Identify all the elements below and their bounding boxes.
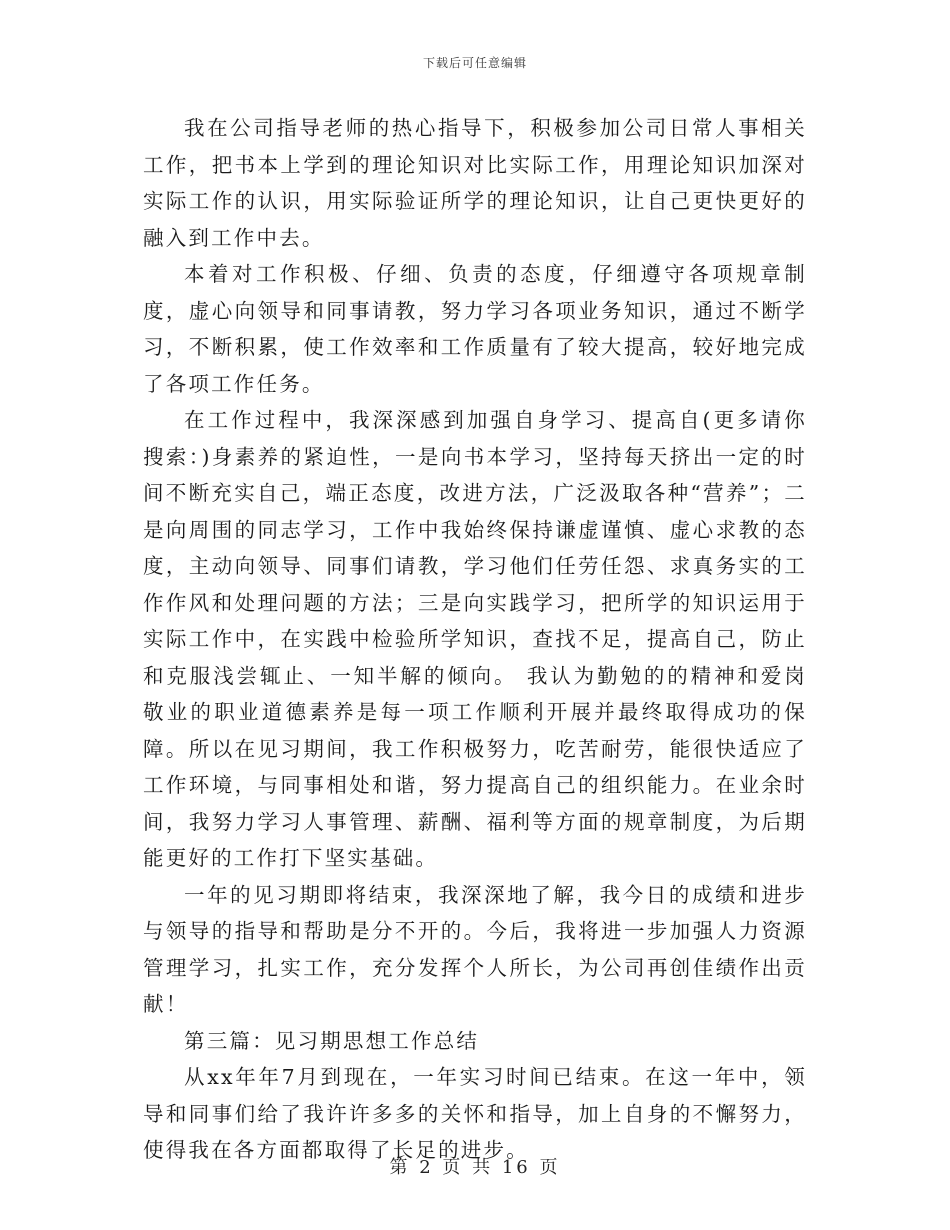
document-body <box>143 110 807 1169</box>
paragraph-5: 从xx年年7月到现在，一年实习时间已结束。在这一年中，领导和同事们给了我许许多多的关怀和指导，加上自身的不懈努力，使得我在各方面都取得了长足的进步。 <box>143 1065 807 1162</box>
paragraph-2: 本着对工作积极、仔细、负责的态度，仔细遵守各项规章制度，虚心向领导和同事请教，努力学习各项业务知识，通过不断学习，不断积累，使工作效率和工作质量有了较大提高，较好地完成了各项工作任务。 <box>143 262 807 396</box>
page-header: 下载后可任意编辑 <box>422 56 527 70</box>
paragraph-4: 一年的见习期即将结束，我深深地了解，我今日的成绩和进步与领导的指导和帮助是分不开的。今后，我将进一步加强人力资源管理学习，扎实工作，充分发挥个人所长，为公司再创佳绩作出贡献！ <box>143 882 807 1016</box>
page-number: 第 2 页 共 16 页 <box>389 1157 561 1178</box>
paragraph-3: 在工作过程中，我深深感到加强自身学习、提高自(更多请你搜索：)身素养的紧迫性，一是向书本学习，坚持每天挤出一定的时间不断充实自己，端正态度，改进方法，广泛汲取各种“营养”；二是向周围的同志学习，工作中我始终保持谦虚谨慎、虚心求教的态度，主动向领导、同事们请教，学习他们任劳任怨、求真务实的工作作风和处理问题的方法；三是向实践学习，把所学的知识运用于实际工作中，在实践中检验所学知识，查找不足，提高自己，防止和克服浅尝辄止、一知半解的倾向。 我认为勤勉的的精神和爱岗敬业的职业道德素养是每一项工作顺利开展并最终取得成功的保障。所以在见习期间，我工作积极努力，吃苦耐劳，能很快适应了工作环境，与同事相处和谐，努力提高自己的组织能力。在业余时间，我努力学习人事管理、薪酬、福利等方面的规章制度，为后期能更好的工作打下坚实基础。 <box>143 408 807 870</box>
paragraph-1: 我在公司指导老师的热心指导下，积极参加公司日常人事相关工作，把书本上学到的理论知识对比实际工作，用理论知识加深对实际工作的认识，用实际验证所学的理论知识，让自己更快更好的融入到工作中去。 <box>143 116 807 250</box>
section-heading: 第三篇：见习期思想工作总结 <box>184 1028 480 1053</box>
